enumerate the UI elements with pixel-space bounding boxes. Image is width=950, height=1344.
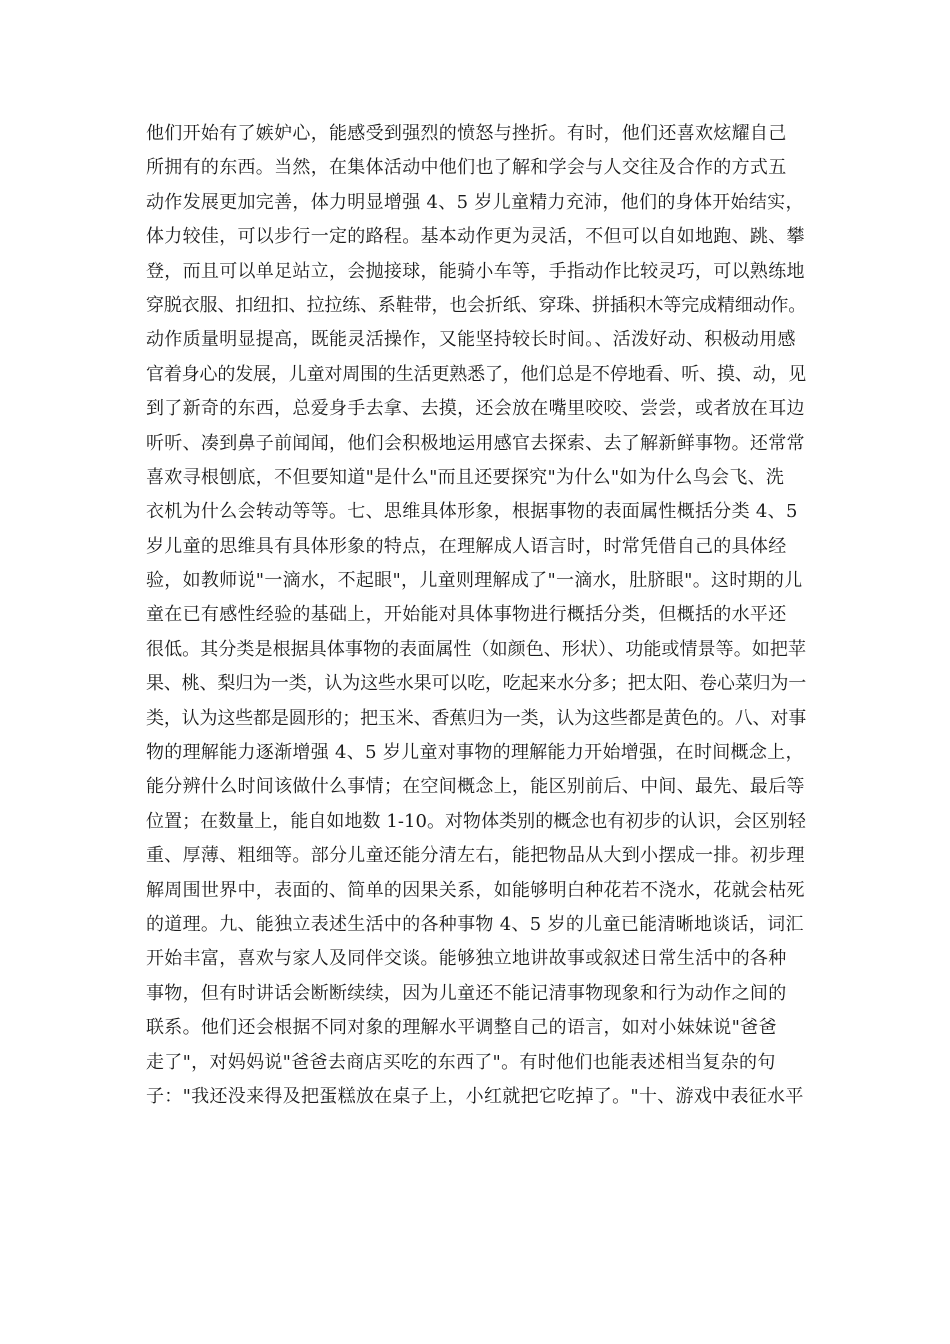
- text-line: 登，而且可以单足站立，会抛接球，能骑小车等，手指动作比较灵巧，可以熟练地: [146, 260, 805, 282]
- text-line: 官着身心的发展，儿童对周围的生活更熟悉了，他们总是不停地看、听、摸、动，见: [146, 363, 807, 385]
- text-line: 类，认为这些都是圆形的；把玉米、香蕉归为一类，认为这些都是黄色的。八、对事: [146, 707, 807, 729]
- text-line: 体力较佳，可以步行一定的路程。基本动作更为灵活，不但可以自如地跑、跳、攀: [146, 226, 805, 248]
- text-line: 听听、凑到鼻子前闻闻，他们会积极地运用感官去探索、去了解新鲜事物。还常常: [146, 432, 805, 454]
- text-line: 喜欢寻根刨底，不但要知道"是什么"而且还要探究"为什么"如为什么鸟会飞、洗: [146, 466, 785, 488]
- text-line: 的道理。九、能独立表述生活中的各种事物 4、5 岁的儿童已能清晰地谈话，词汇: [146, 913, 804, 935]
- text-line: 童在已有感性经验的基础上，开始能对具体事物进行概括分类，但概括的水平还: [146, 604, 787, 626]
- text-line: 到了新奇的东西，总爱身手去拿、去摸，还会放在嘴里咬咬、尝尝，或者放在耳边: [146, 398, 805, 420]
- text-line: 所拥有的东西。当然，在集体活动中他们也了解和学会与人交往及合作的方式五: [146, 157, 787, 179]
- text-line: 位置；在数量上，能自如地数 1-10。对物体类别的概念也有初步的认识，会区别轻: [146, 810, 806, 832]
- text-line: 联系。他们还会根据不同对象的理解水平调整自己的语言，如对小妹妹说"爸爸: [146, 1017, 777, 1039]
- text-line: 很低。其分类是根据具体事物的表面属性（如颜色、形状）、功能或情景等。如把苹: [146, 638, 807, 660]
- text-line: 他们开始有了嫉妒心，能感受到强烈的愤怒与挫折。有时，他们还喜欢炫耀自己: [146, 123, 787, 144]
- text-line: 衣机为什么会转动等等。七、思维具体形象，根据事物的表面属性概括分类 4、5: [146, 501, 798, 523]
- text-line: 重、厚薄、粗细等。部分儿童还能分清左右，能把物品从大到小摆成一排。初步理: [146, 845, 805, 867]
- text-line: 验，如教师说"一滴水，不起眼"，儿童则理解成了"一滴水，肚脐眼"。这时期的儿: [146, 570, 803, 592]
- text-line: 物的理解能力逐渐增强 4、5 岁儿童对事物的理解能力开始增强，在时间概念上，: [146, 742, 804, 764]
- text-line: 事物，但有时讲话会断断续续，因为儿童还不能记清事物现象和行为动作之间的: [146, 982, 787, 1004]
- text-line: 岁儿童的思维具有具体形象的特点，在理解成人语言时，时常凭借自己的具体经: [146, 535, 787, 557]
- body-text: [146, 117, 806, 1114]
- text-line: 动作发展更加完善，体力明显增强 4、5 岁儿童精力充沛，他们的身体开始结实，: [146, 191, 804, 213]
- text-line: 能分辨什么时间该做什么事情；在空间概念上，能区别前后、中间、最先、最后等: [146, 776, 805, 798]
- text-line: 开始丰富，喜欢与家人及同伴交谈。能够独立地讲故事或叙述日常生活中的各种: [146, 948, 787, 970]
- text-line: 走了"，对妈妈说"爸爸去商店买吃的东西了"。有时他们也能表述相当复杂的句: [146, 1051, 776, 1073]
- text-line: 果、桃、梨归为一类，认为这些水果可以吃，吃起来水分多；把太阳、卷心菜归为一: [146, 673, 807, 695]
- text-line: 子："我还没来得及把蛋糕放在桌子上，小红就把它吃掉了。"十、游戏中表征水平: [146, 1085, 804, 1107]
- text-line: 解周围世界中，表面的、简单的因果关系，如能够明白种花若不浇水，花就会枯死: [146, 879, 805, 901]
- text-line: 穿脱衣服、扣纽扣、拉拉练、系鞋带，也会折纸、穿珠、拼插积木等完成精细动作。: [146, 294, 807, 316]
- text-line: 动作质量明显提高，既能灵活操作，又能坚持较长时间。、活泼好动、积极动用感: [146, 329, 796, 351]
